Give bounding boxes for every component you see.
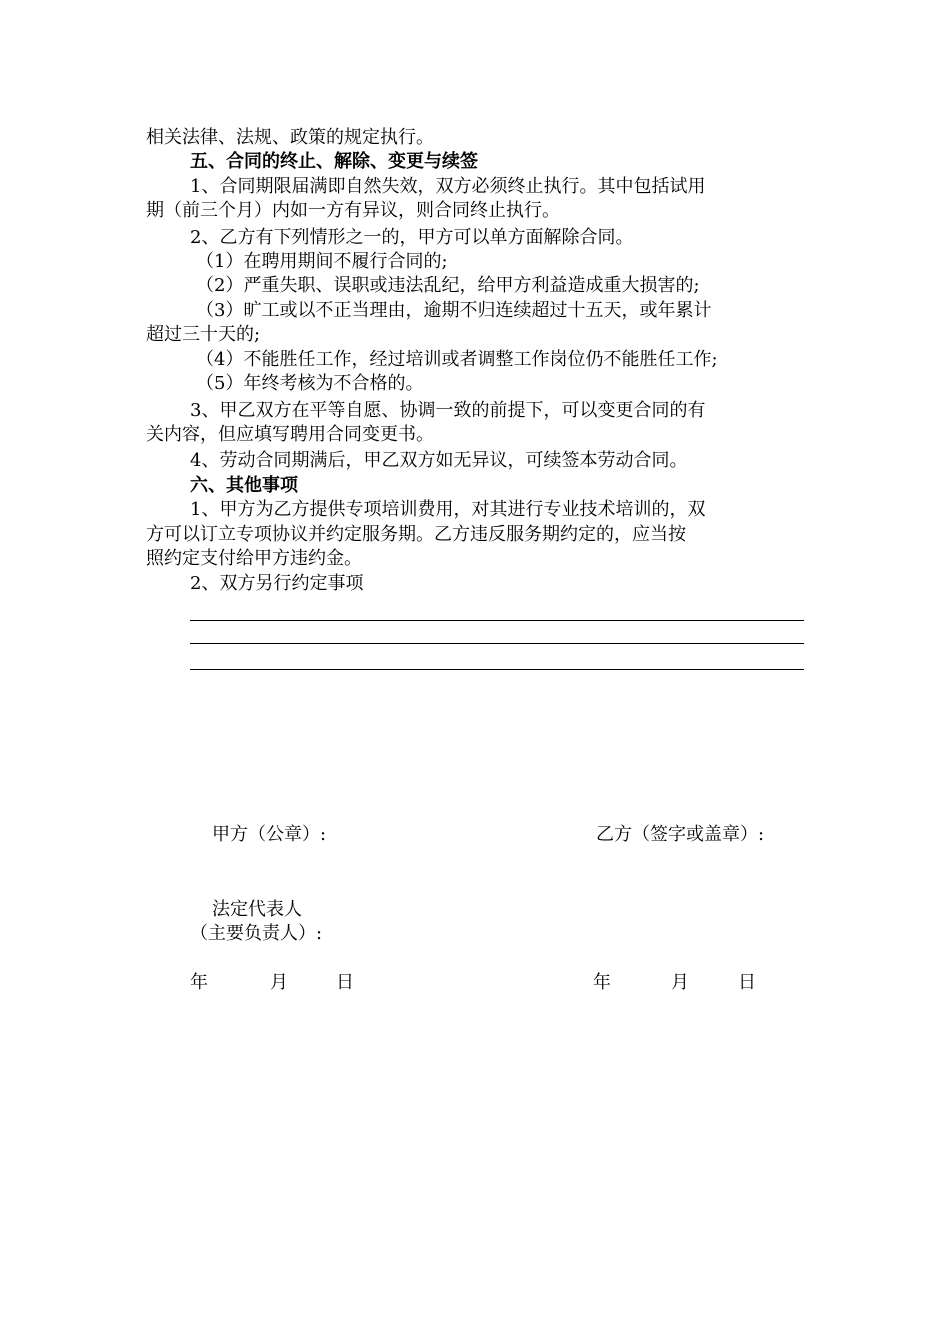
paragraph-line: 超过三十天的;	[146, 324, 261, 345]
list-item: （4）不能胜任工作，经过培训或者调整工作岗位仍不能胜任工作;	[196, 349, 718, 370]
party-a-day-label: 日	[336, 972, 354, 993]
party-b-year-label: 年	[593, 972, 611, 993]
list-item: （2）严重失职、误职或违法乱纪，给甲方利益造成重大损害的;	[196, 275, 700, 296]
paragraph-line: 关内容，但应填写聘用合同变更书。	[146, 424, 434, 445]
principal-label: （主要负责人）:	[190, 923, 323, 944]
party-a-month-label: 月	[270, 972, 288, 993]
paragraph-line: 1、甲方为乙方提供专项培训费用，对其进行专业技术培训的，双	[190, 499, 706, 520]
section-heading-6: 六、其他事项	[190, 475, 298, 496]
paragraph-line: 2、乙方有下列情形之一的，甲方可以单方面解除合同。	[190, 227, 634, 248]
paragraph-line: 相关法律、法规、政策的规定执行。	[146, 127, 434, 148]
party-a-seal-label: 甲方（公章）:	[212, 824, 327, 845]
party-b-day-label: 日	[738, 972, 756, 993]
blank-fill-line[interactable]	[190, 643, 804, 644]
blank-fill-line[interactable]	[190, 669, 804, 670]
blank-fill-line[interactable]	[190, 620, 804, 621]
paragraph-line: 方可以订立专项协议并约定服务期。乙方违反服务期约定的，应当按	[146, 524, 686, 545]
paragraph-line: 期（前三个月）内如一方有异议，则合同终止执行。	[146, 200, 560, 221]
paragraph-line: 4、劳动合同期满后，甲乙双方如无异议，可续签本劳动合同。	[190, 450, 688, 471]
list-item: （1）在聘用期间不履行合同的;	[196, 251, 448, 272]
party-b-month-label: 月	[671, 972, 689, 993]
paragraph-line: 1、合同期限届满即自然失效，双方必须终止执行。其中包括试用	[190, 176, 706, 197]
paragraph-line: 2、双方另行约定事项	[190, 573, 364, 594]
list-item: （5）年终考核为不合格的。	[196, 373, 424, 394]
section-heading-5: 五、合同的终止、解除、变更与续签	[190, 151, 478, 172]
party-b-signature-label: 乙方（签字或盖章）:	[596, 824, 765, 845]
legal-representative-label: 法定代表人	[212, 899, 302, 920]
paragraph-line: 照约定支付给甲方违约金。	[146, 548, 362, 569]
paragraph-line: 3、甲乙双方在平等自愿、协调一致的前提下，可以变更合同的有	[190, 400, 706, 421]
party-a-year-label: 年	[190, 972, 208, 993]
list-item: （3）旷工或以不正当理由，逾期不归连续超过十五天，或年累计	[196, 300, 712, 321]
